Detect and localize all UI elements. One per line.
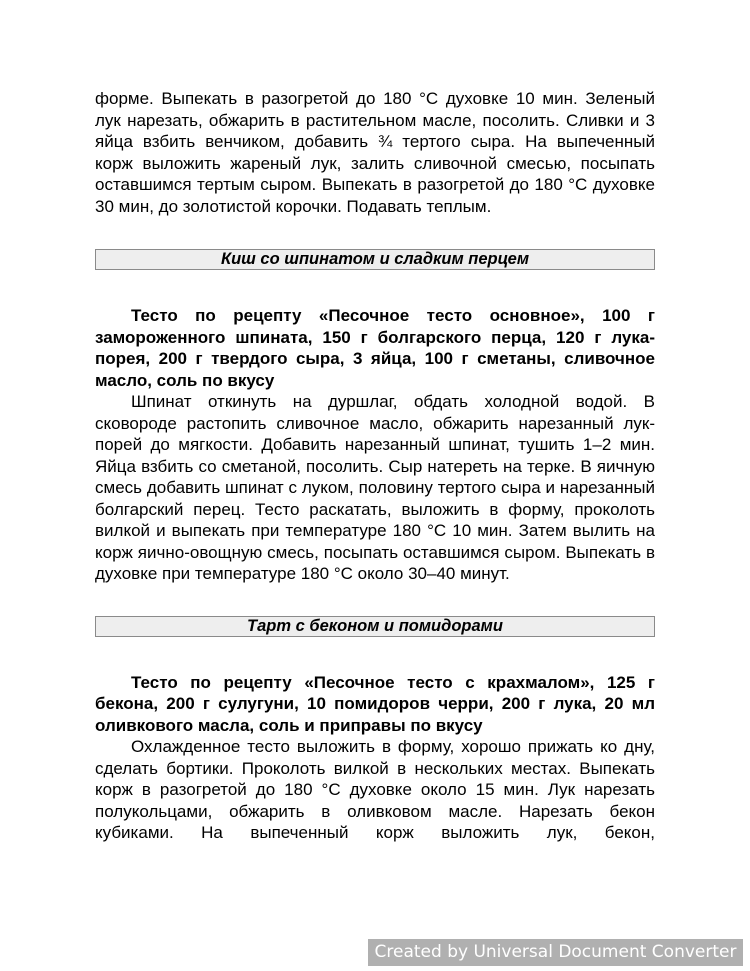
recipe-ingredients-bacon-tart: Тесто по рецепту «Песочное тесто с крахмалом», 125 г бекона, 200 г сулугуни, 10 помидоров черри, 200 г лука, 20 мл оливкового масла, соль и приправы по вкусу — [95, 672, 655, 735]
recipe-ingredients-spinach-quiche: Тесто по рецепту «Песочное тесто основное», 100 г замороженного шпината, 150 г болгарского перца, 120 г лука-порея, 200 г твердого сыра, 3 яйца, 100 г сметаны, сливочное масло, соль по вкусу — [95, 306, 655, 390]
document-page — [95, 88, 655, 844]
recipe-title-spinach-quiche: Киш со шпинатом и сладким перцем — [95, 249, 655, 270]
intro-paragraph: форме. Выпекать в разогретой до 180 °С духовке 10 мин. Зеленый лук нарезать, обжарить в растительном масле, посолить. Сливки и 3 яйца взбить венчиком, добавить ¾ тертого сыра. На выпеченный корж выложить жареный лук, залить сливочной смесью, посыпать оставшимся тертым сыром. Выпекать в разогретой до 180 °С духовке 30 мин, до золотистой корочки. Подавать теплым. — [95, 89, 655, 216]
recipe-method-bacon-tart: Охлажденное тесто выложить в форму, хорошо прижать ко дну, сделать бортики. Проколоть вилкой в нескольких местах. Выпекать корж в разогретой до 180 °С духовке около 15 мин. Лук нарезать полукольцами, обжарить в оливковом масле. Нарезать бекон кубиками. На выпеченный корж выложить лук, бекон, — [95, 737, 655, 842]
recipe-title-bacon-tart: Тарт с беконом и помидорами — [95, 616, 655, 637]
converter-watermark: Created by Universal Document Converter — [368, 939, 743, 966]
recipe-method-spinach-quiche: Шпинат откинуть на дуршлаг, обдать холодной водой. В сковороде растопить сливочное масло, обжарить нарезанный лук-порей до мягкости. Добавить нарезанный шпинат, тушить 1–2 мин. Яйца взбить со сметаной, посолить. Сыр натереть на терке. В яичную смесь добавить шпинат с луком, половину тертого сыра и нарезанный болгарский перец. Тесто раскатать, выложить в форму, проколоть вилкой и выпекать при температуре 180 °С 10 мин. Затем вылить на корж яично-овощную смесь, посыпать оставшимся сыром. Выпекать в духовке при температуре 180 °С около 30–40 минут. — [95, 392, 655, 583]
